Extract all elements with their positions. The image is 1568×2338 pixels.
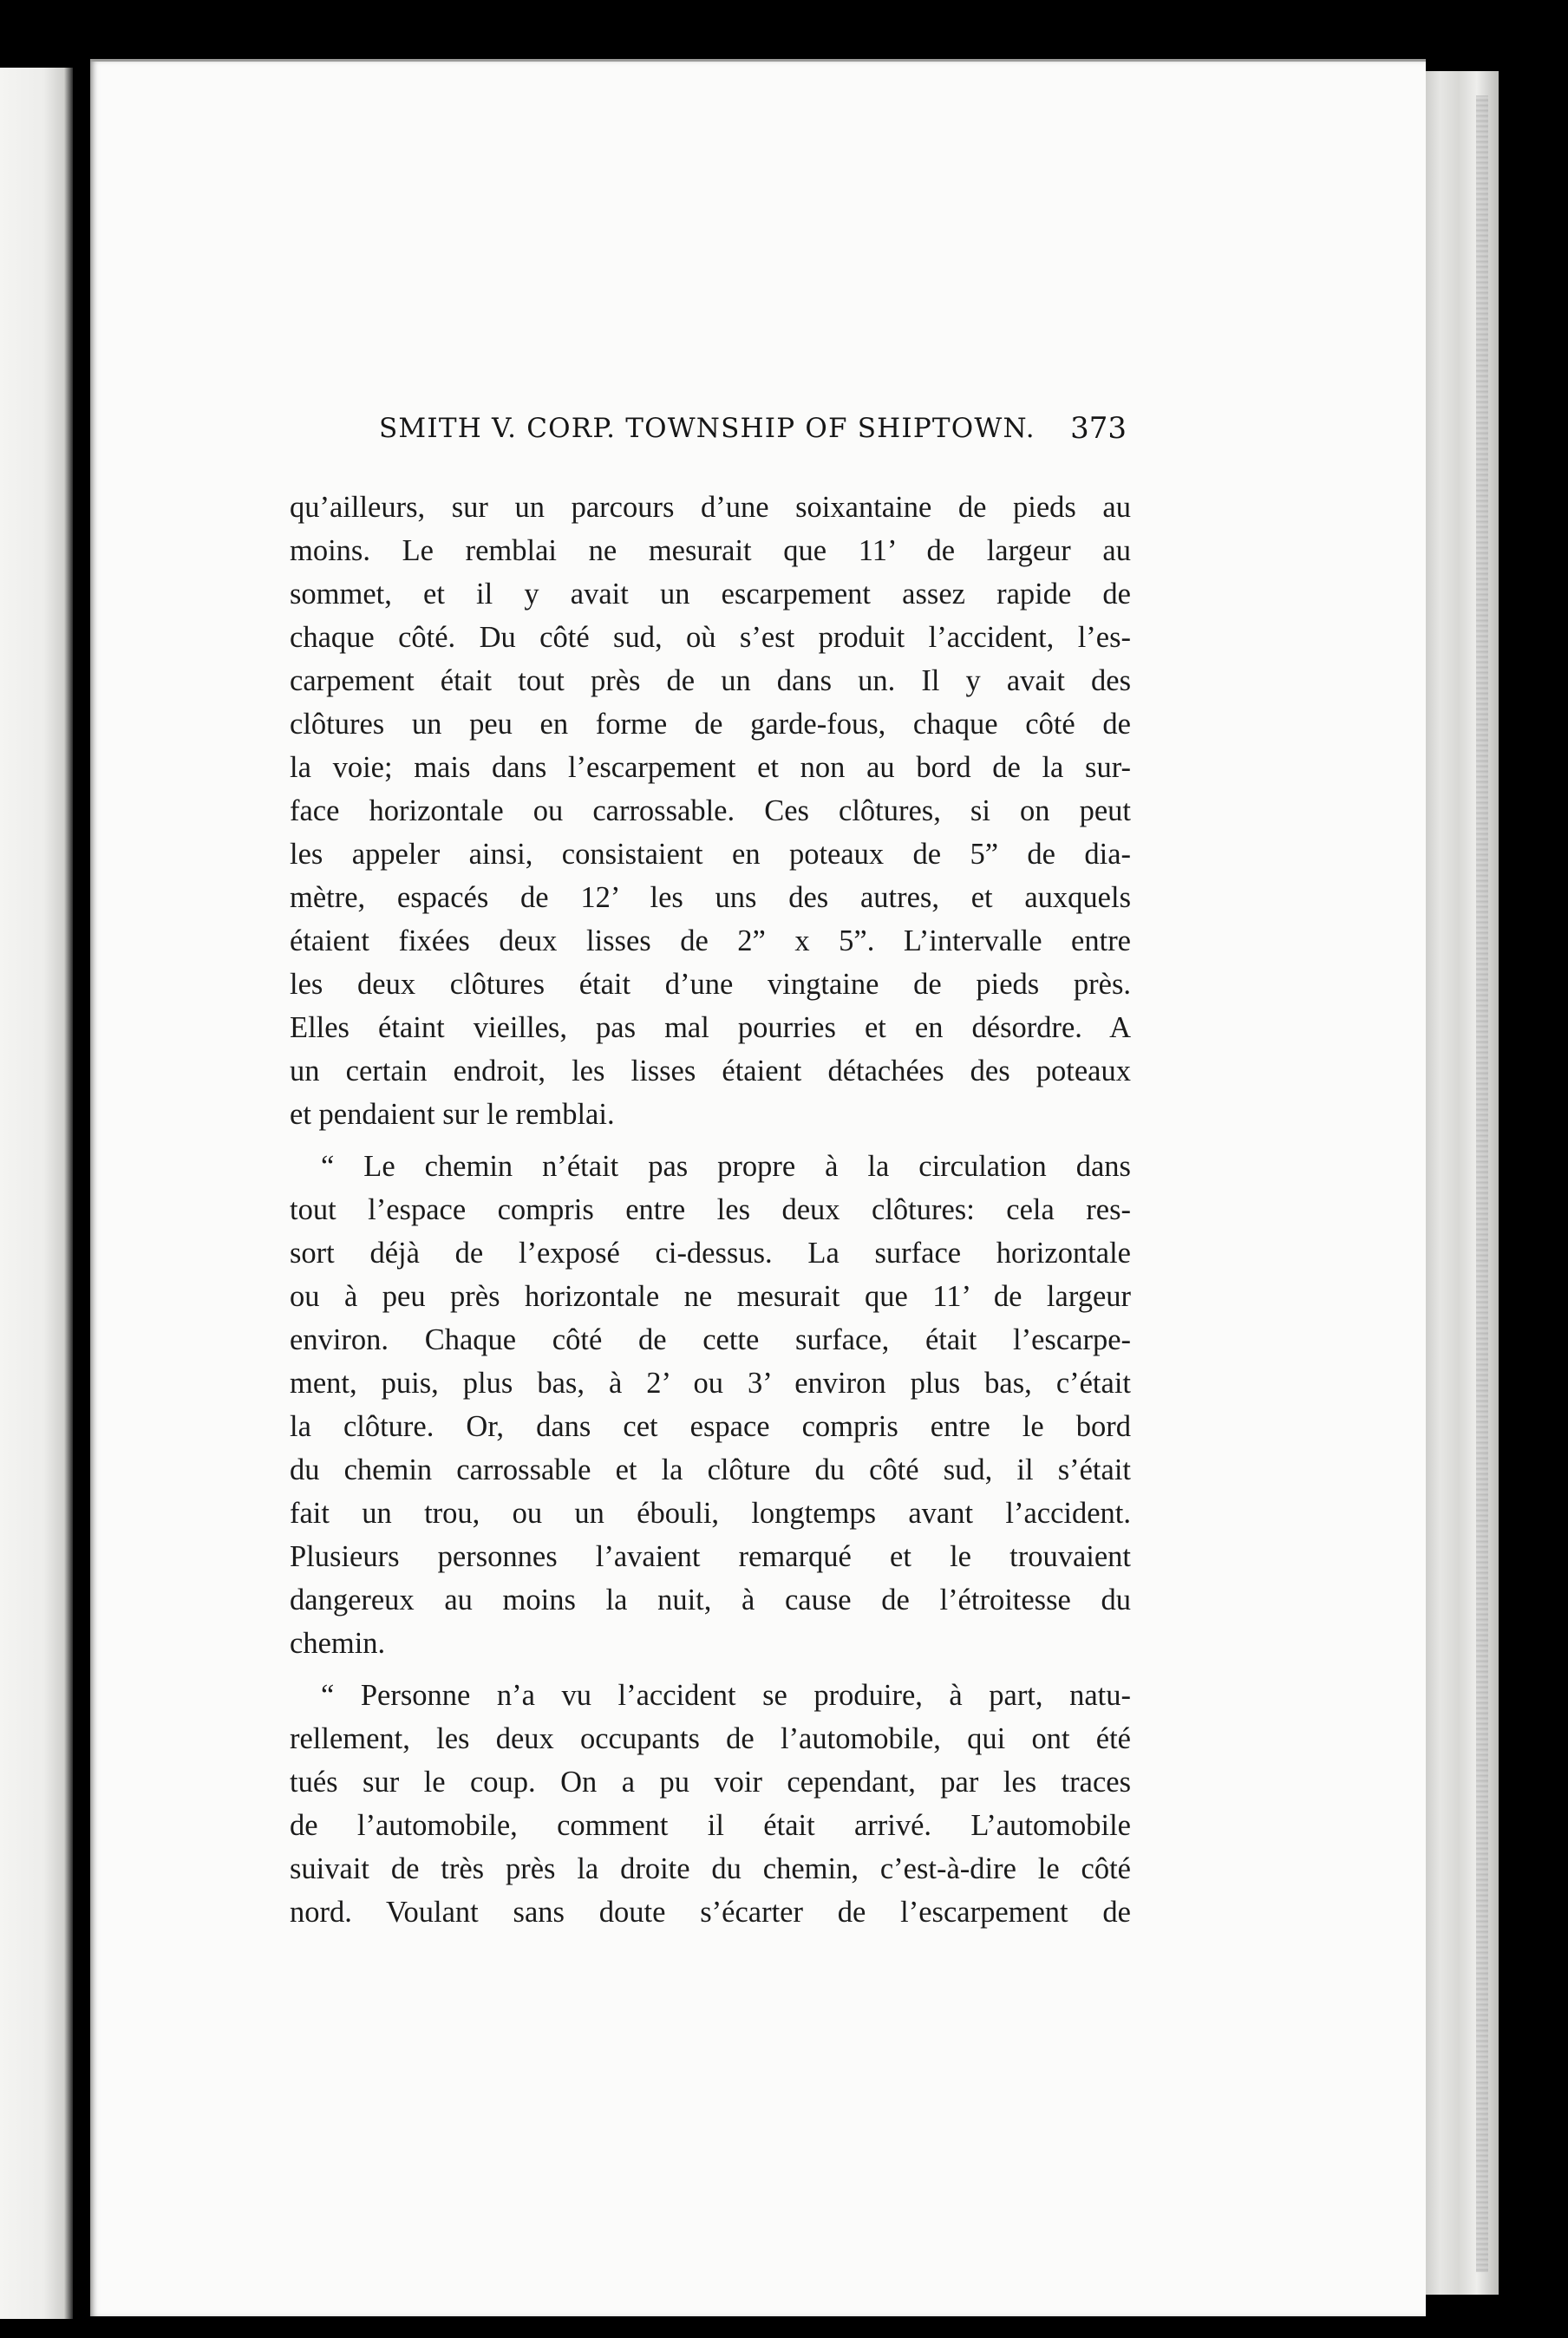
text-line: du chemin carrossable et la clôture du côté sud, il s’était	[290, 1453, 1131, 1486]
text-line: chaque côté. Du côté sud, où s’est produit l’accident, l’es-	[290, 621, 1131, 654]
text-line: ou à peu près horizontale ne mesurait que 11’ de largeur	[290, 1280, 1131, 1313]
text-line: et pendaient sur le remblai.	[290, 1098, 615, 1131]
text-line: suivait de très près la droite du chemin, c’est-à-dire le côté	[290, 1852, 1131, 1885]
text-line: ment, puis, plus bas, à 2’ ou 3’ environ plus bas, c’était	[290, 1367, 1131, 1400]
text-line: sort déjà de l’exposé ci-dessus. La surface horizontale	[290, 1237, 1131, 1270]
running-head-title: SMITH V. CORP. TOWNSHIP OF SHIPTOWN.	[379, 413, 1036, 444]
paragraph	[290, 1674, 1131, 1934]
text-line: tués sur le coup. On a pu voir cependant, par les traces	[290, 1766, 1131, 1799]
text-line: de l’automobile, comment il était arrivé. L’automobile	[290, 1809, 1131, 1842]
text-line: sommet, et il y avait un escarpement assez rapide de	[290, 578, 1131, 611]
text-line: Elles étaint vieilles, pas mal pourries et en désordre. A	[290, 1011, 1131, 1044]
text-line: environ. Chaque côté de cette surface, était l’escarpe-	[290, 1323, 1131, 1356]
text-line: mètre, espacés de 12’ les uns des autres, et auxquels	[290, 881, 1131, 914]
text-line: face horizontale ou carrossable. Ces clôtures, si on peut	[290, 794, 1131, 827]
text-line: clôtures un peu en forme de garde-fous, chaque côté de	[290, 708, 1131, 741]
text-line: les appeler ainsi, consistaient en poteaux de 5” de dia-	[290, 838, 1131, 871]
page-number: 373	[1070, 411, 1127, 446]
paragraph	[290, 486, 1131, 1136]
paragraph	[290, 1145, 1131, 1665]
text-line: tout l’espace compris entre les deux clôtures: cela res-	[290, 1193, 1131, 1226]
text-line: dangereux au moins la nuit, à cause de l’étroitesse du	[290, 1584, 1131, 1616]
text-line: “ Personne n’a vu l’accident se produire, à part, natu-	[321, 1679, 1131, 1712]
text-line: étaient fixées deux lisses de 2” x 5”. L’intervalle entre	[290, 924, 1131, 957]
text-line: la voie; mais dans l’escarpement et non au bord de la sur-	[290, 751, 1131, 784]
page-stack-lines	[1476, 95, 1488, 2272]
text-line: nord. Voulant sans doute s’écarter de l’escarpement de	[290, 1896, 1131, 1929]
text-line: Plusieurs personnes l’avaient remarqué et le trouvaient	[290, 1540, 1131, 1573]
text-line: la clôture. Or, dans cet espace compris entre le bord	[290, 1410, 1131, 1443]
text-line: fait un trou, ou un ébouli, longtemps avant l’accident.	[290, 1497, 1131, 1530]
previous-page-edge	[0, 68, 73, 2319]
text-line: moins. Le remblai ne mesurait que 11’ de largeur au	[290, 534, 1131, 567]
text-line: carpement était tout près de un dans un. Il y avait des	[290, 664, 1131, 697]
running-head	[379, 409, 1127, 447]
body-text	[290, 486, 1131, 1934]
text-line: “ Le chemin n’était pas propre à la circulation dans	[321, 1150, 1131, 1183]
text-line: les deux clôtures était d’une vingtaine de pieds près.	[290, 968, 1131, 1001]
text-line: rellement, les deux occupants de l’automobile, qui ont été	[290, 1722, 1131, 1755]
text-line: qu’ailleurs, sur un parcours d’une soixantaine de pieds au	[290, 491, 1131, 524]
text-line: chemin.	[290, 1627, 386, 1660]
text-line: un certain endroit, les lisses étaient détachées des poteaux	[290, 1055, 1131, 1087]
